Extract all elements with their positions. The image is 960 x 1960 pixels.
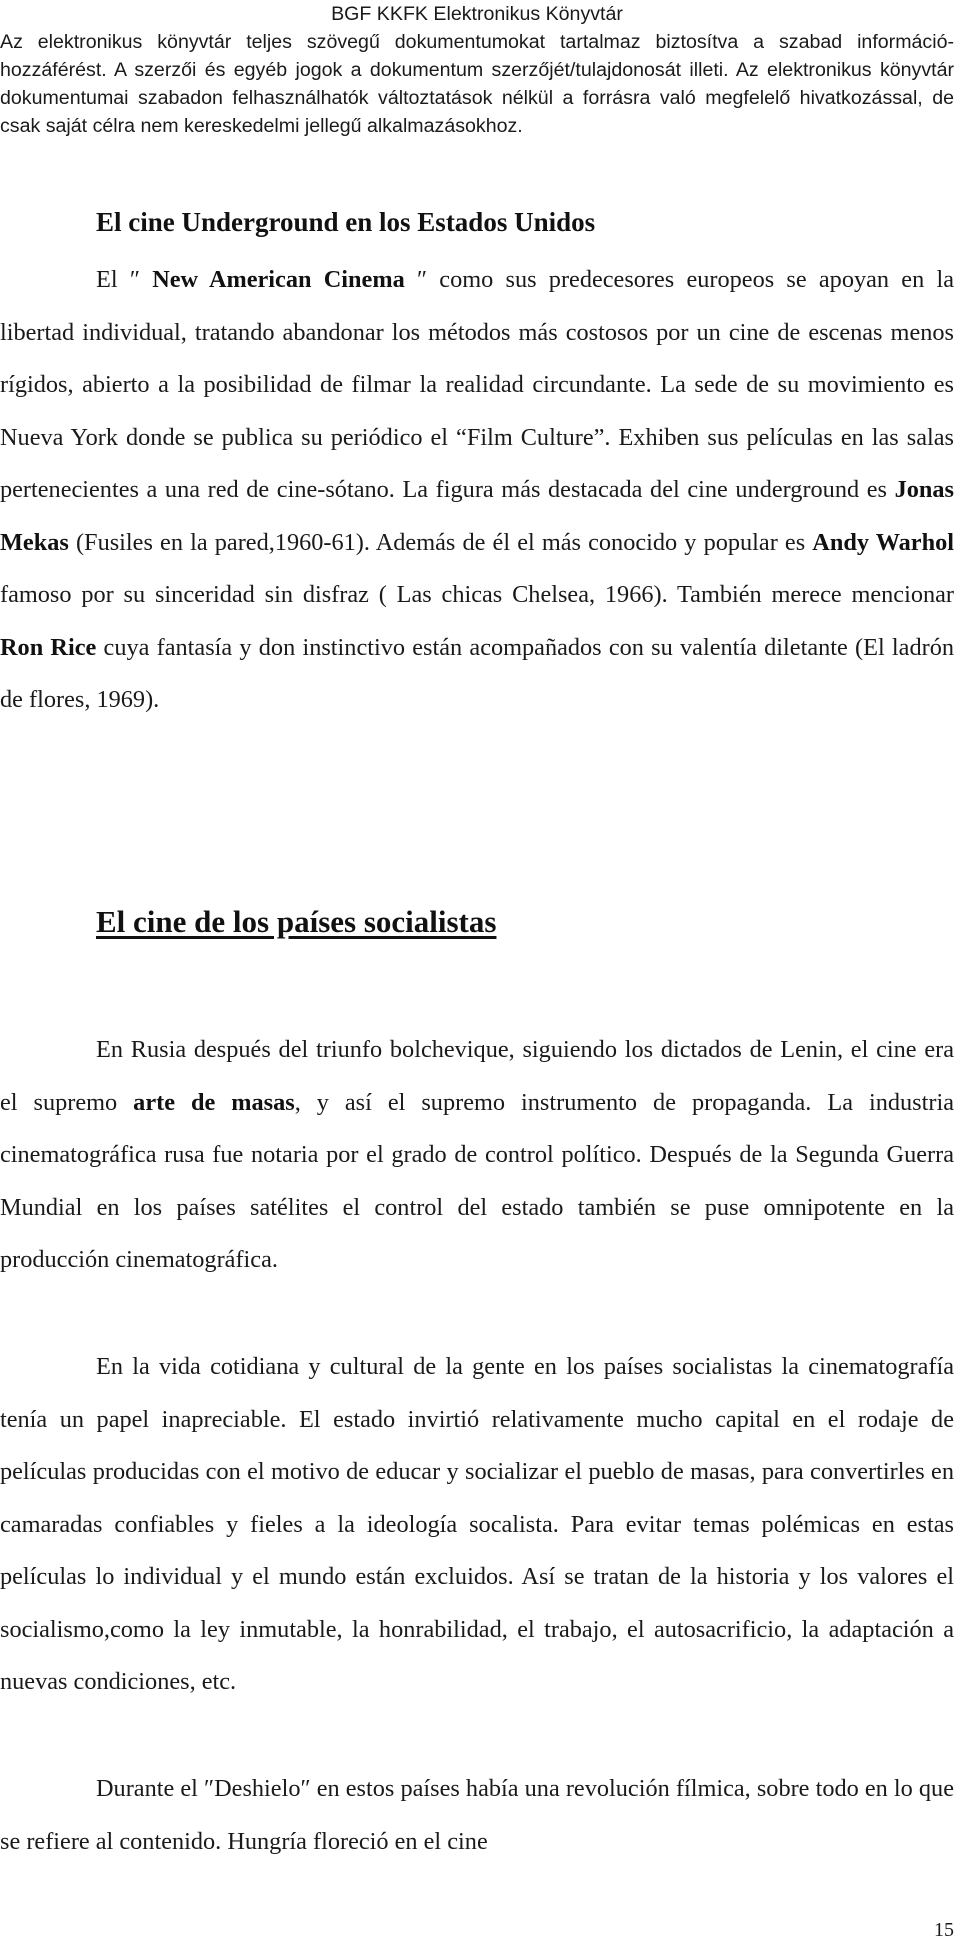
text-run: El ″: [96, 266, 153, 293]
paragraph-rusia: [0, 1024, 954, 1287]
library-disclaimer: [0, 0, 954, 140]
section-heading-socialist: El cine de los países socialistas: [96, 904, 497, 939]
text-run: , y así el supremo instrumento de propaganda. La industria cinematográfica rusa fue notaria por el grado de control político. Después de la Segunda Guerra Mundial en los países satélites el control del estado también se puse omnipotente en la producción cinematográfica.: [0, 1088, 954, 1273]
paragraph-deshielo: Durante el ″Deshielo″ en estos países había una revolución fílmica, sobre todo en lo que se refiere al contenido. Hungría floreció en el cine: [0, 1775, 954, 1855]
text-run: cuya fantasía y don instinctivo están acompañados con su valentía diletante (El ladrón de flores, 1969).: [0, 633, 954, 713]
section-heading-underground: El cine Underground en los Estados Unidos: [96, 207, 596, 237]
text-run: famoso por su sinceridad sin disfraz ( Las chicas Chelsea, 1966). También merece mencionar: [0, 581, 954, 608]
paragraph-underground: [0, 254, 954, 727]
library-title: BGF KKFK Elektronikus Könyvtár: [331, 3, 623, 25]
text-run: En Rusia después del triunfo bolchevique, siguiendo los dictados de Lenin, el cine era el supremo: [0, 1036, 954, 1116]
bold-term-arte-de-masas: arte de masas: [133, 1088, 295, 1116]
text-run: ″ como sus predecesores europeos se apoyan en la libertad individual, tratando abandonar los métodos más costosos por un cine de escenas menos rígidos, abierto a la posibilidad de filmar la realidad circundante. La sede de su movimiento es Nueva York donde se publica su periódico el “Film Culture”. Exhiben sus películas en las salas pertenecientes a una red de cine-sótano. La figura más destacada del cine underground es: [0, 266, 954, 503]
paragraph-vida-cotidiana: En la vida cotidiana y cultural de la gente en los países socialistas la cinematografía tenía un papel inapreciable. El estado invirtió relativamente mucho capital en el rodaje de películas producidas con el motivo de educar y socializar el pueblo de masas, para convertirles en camaradas confiables y fieles a la ideología socalista. Para evitar temas polémicas en estas películas lo individual y el mundo están excluidos. Así se tratan de la historia y los valores el socialismo,como la ley inmutable, la honrabilidad, el trabajo, el autosacrificio, la adaptación a nuevas condiciones, etc.: [0, 1353, 954, 1695]
bold-name-jonas-mekas: Jonas Mekas: [0, 476, 954, 556]
bold-name-andy-warhol: Andy Warhol: [812, 528, 955, 556]
text-run: (Fusiles en la pared,1960-61). Además de él el más conocido y popular es: [68, 528, 813, 556]
page-number: 15: [934, 1919, 954, 1941]
bold-name-ron-rice: Ron Rice: [0, 633, 97, 661]
copyright-notice: Az elektronikus könyvtár teljes szövegű dokumentumokat tartalmaz biztosítva a szabad információ-hozzáférést. A szerzői és egyéb jogok a dokumentum szerzőjét/tulajdonosát illeti. Az elektronikus könyvtár dokumentumai szabadon felhasználhatók változtatások nélkül a forrásra való megfelelő hivatkozással, de csak saját célra nem kereskedelmi jellegű alkalmazásokhoz.: [0, 31, 954, 137]
bold-term-new-american-cinema: New American Cinema: [152, 266, 405, 293]
